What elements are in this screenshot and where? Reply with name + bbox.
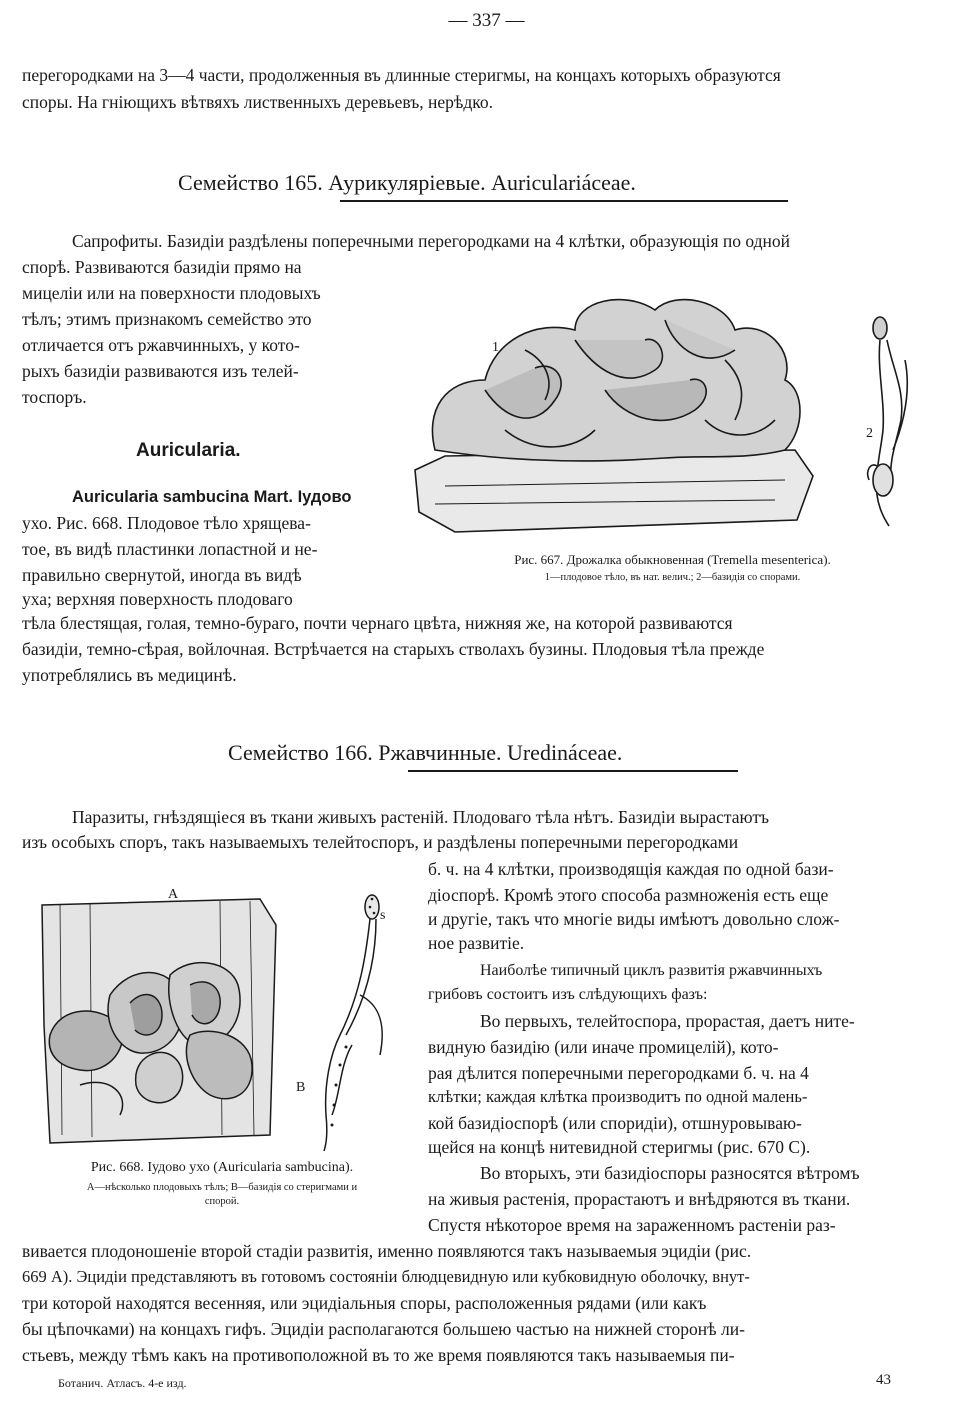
fam166-line-19: 669 А). Эцидіи представляютъ въ готовомъ состояніи блюдцевидную или кубковидную оболочку, внут- bbox=[22, 1267, 750, 1286]
intro-line-2: споры. На гніющихъ вѣтвяхъ лиственныхъ деревьевъ, нерѣдко. bbox=[22, 92, 494, 112]
fig668-label-s: s bbox=[380, 908, 386, 923]
species-line-2: тое, въ видѣ пластинки лопастной и не- bbox=[22, 539, 318, 559]
fam166-line-6: ное развитіе. bbox=[428, 933, 525, 953]
fig668-caption: Рис. 668. Іудово ухо (Auricularia sambucina). bbox=[90, 1160, 354, 1175]
fam166-line-2: изъ особыхъ споръ, такъ называемыхъ телейтоспоръ, и раздѣлены поперечными перегородками bbox=[22, 832, 739, 852]
fig667-subcaption: 1—плодовое тѣло, въ нат. велич.; 2—базидія со спорами. bbox=[544, 572, 801, 583]
family-166-title: Семейство 166. Ржавчинные. Uredináceae. bbox=[228, 740, 623, 765]
tremella-figure bbox=[405, 280, 945, 545]
fam166-line-21: бы цѣпочками) на концахъ гифъ. Эцидіи располагаются большею частью на нижней сторонѣ ли- bbox=[22, 1319, 745, 1339]
genus-heading: Auricularia. bbox=[136, 440, 241, 461]
species-line-1: ухо. Рис. 668. Плодовое тѣло хрящева- bbox=[22, 513, 311, 533]
species-line-3: правильно свернутой, иногда въ видѣ bbox=[22, 565, 302, 585]
fam165-line-6: рыхъ базидіи развиваются изъ телей- bbox=[22, 361, 299, 381]
fam166-line-9: Во первыхъ, телейтоспора, прорастая, даетъ ните- bbox=[480, 1011, 855, 1031]
fam165-line-2: спорѣ. Развиваются базидіи прямо на bbox=[22, 257, 302, 277]
species-line-5: тѣла блестящая, голая, темно-бураго, почти чернаго цвѣта, нижняя же, на которой развиваются bbox=[22, 613, 733, 633]
fam165-line-3: мицеліи или на поверхности плодовыхъ bbox=[22, 283, 321, 303]
fam166-line-4: діоспорѣ. Кромѣ этого способа размноженія есть еще bbox=[428, 885, 829, 905]
fam166-line-12: клѣтки; каждая клѣтка производитъ по одной малень- bbox=[428, 1087, 808, 1106]
fam166-line-8: грибовъ состоитъ изъ слѣдующихъ фазъ: bbox=[428, 986, 708, 1003]
fam166-line-1: Паразиты, гнѣздящіеся въ ткани живыхъ растеній. Плодоваго тѣла нѣтъ. Базидіи вырастаютъ bbox=[72, 807, 770, 827]
fam166-line-3: б. ч. на 4 клѣтки, производящія каждая по одной бази- bbox=[428, 859, 834, 879]
fam166-line-16: на живыя растенія, прорастаютъ и внѣдряются въ ткани. bbox=[428, 1189, 851, 1209]
footer-right: 43 bbox=[876, 1372, 891, 1388]
fig668-label-B: B bbox=[296, 1080, 306, 1095]
fig667-label-1: 1 bbox=[492, 340, 499, 355]
auricularia-figure bbox=[40, 885, 400, 1155]
fig668-subcaption-1: А—нѣсколько плодовыхъ тѣлъ; В—базидія со стеригмами и bbox=[86, 1182, 358, 1193]
fam166-line-15: Во вторыхъ, эти базидіоспоры разносятся вѣтромъ bbox=[480, 1163, 860, 1183]
page-number: — 337 — bbox=[448, 10, 525, 31]
fam166-line-11: рая дѣлится поперечными перегородками б. ч. на 4 bbox=[428, 1063, 809, 1083]
species-line-4: уха; верхняя поверхность плодоваго bbox=[22, 589, 293, 609]
fam165-line-7: тоспоръ. bbox=[22, 387, 87, 407]
fig667-caption: Рис. 667. Дрожалка обыкновенная (Tremella mesenterica). bbox=[514, 552, 831, 567]
fam165-line-4: тѣлъ; этимъ признакомъ семейство это bbox=[22, 309, 312, 329]
family-165-underline bbox=[340, 200, 788, 202]
species-line-7: употреблялись въ медицинѣ. bbox=[22, 665, 237, 685]
fam166-line-14: щейся на концѣ нитевидной стеригмы (рис. 670 С). bbox=[428, 1137, 811, 1157]
fam165-line-5: отличается отъ ржавчинныхъ, у кото- bbox=[22, 335, 300, 355]
fig668-subcaption-2: спорой. bbox=[204, 1196, 240, 1207]
fam166-line-22: стьевъ, между тѣмъ какъ на противоположной въ то же время появляются такъ называемыя пи- bbox=[22, 1345, 735, 1365]
fig667-label-2: 2 bbox=[866, 426, 873, 441]
fam166-line-17: Спустя нѣкоторое время на зараженномъ растеніи раз- bbox=[428, 1215, 836, 1235]
fam166-line-7: Наиболѣе типичный циклъ развитія ржавчинныхъ bbox=[480, 962, 823, 979]
fam166-line-18: вивается плодоношеніе второй стадіи развитія, именно появляются такъ называемыя эцидіи (рис. bbox=[22, 1241, 752, 1261]
fam166-line-13: кой базидіоспорѣ (или споридіи), отшнуровываю- bbox=[428, 1113, 802, 1133]
fig668-label-A: A bbox=[168, 887, 179, 902]
species-line-6: базидіи, темно-сѣрая, войлочная. Встрѣчается на старыхъ стволахъ бузины. Плодовыя тѣла прежде bbox=[22, 639, 765, 659]
family-165-title: Семейство 165. Аурикуляріевые. Auriculariáceae. bbox=[178, 170, 636, 195]
footer-left: Ботанич. Атласъ. 4-е изд. bbox=[58, 1376, 187, 1390]
species-name: Auricularia sambucina Mart. Іудово bbox=[72, 488, 352, 506]
fam166-line-20: три которой находятся весенняя, или эцидіальныя споры, расположенныя рядами (или какъ bbox=[22, 1293, 707, 1313]
intro-line-1: перегородками на 3—4 части, продолженныя въ длинные стеригмы, на концахъ которыхъ образуются bbox=[22, 65, 781, 85]
fam165-line-1: Сапрофиты. Базидіи раздѣлены поперечными перегородками на 4 клѣтки, образующія по одной bbox=[72, 231, 791, 251]
family-166-underline bbox=[408, 770, 738, 772]
fam166-line-10: видную базидію (или иначе промицелій), кото- bbox=[428, 1037, 779, 1057]
fam166-line-5: и другіе, такъ что многіе виды имѣютъ довольно слож- bbox=[428, 909, 840, 929]
